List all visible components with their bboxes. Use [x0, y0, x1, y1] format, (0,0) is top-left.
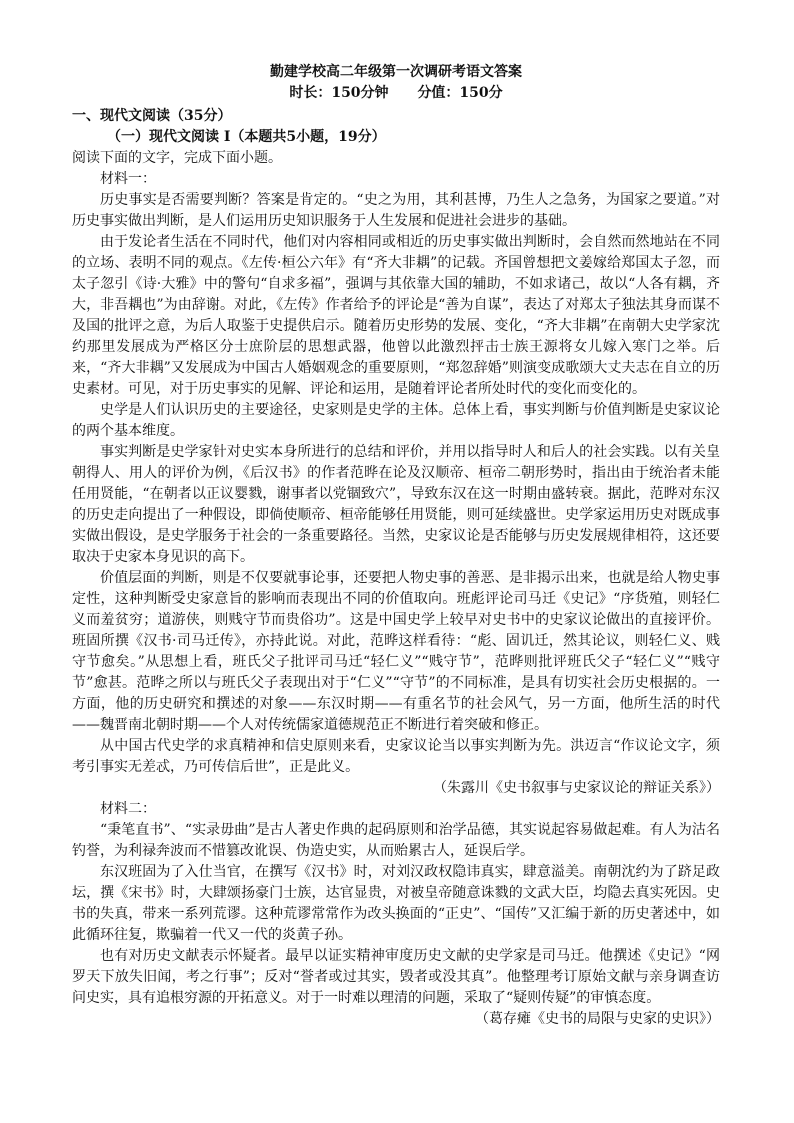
material1-paragraph: 历史事实是否需要判断？答案是肯定的。“史之为用，其利甚博，乃生人之急务，为国家之要道。”对历史事实做出判断，是人们运用历史知识服务于人生发展和促进社会进步的基础。 [72, 192, 720, 229]
material1-source: （朱露川《史书叙事与史家议论的辩证关系》） [433, 780, 720, 796]
instruction: 阅读下面的文字，完成下面小题。 [72, 150, 282, 166]
subsection-heading: （一）现代文阅读 I（本题共5小题，19分） [107, 129, 386, 145]
material1-paragraph: 由于发论者生活在不同时代，他们对内容相同或相近的历史事实做出判断时，会自然而然地站在不同的立场、表明不同的观点。《左传·桓公六年》有“齐大非耦”的记载。齐国曾想把文姜嫁给郑国太子忽，而太子忽引《诗·大雅》中的警句“自求多福”，强调与其依靠大国的辅助，不如求诸己，故以“人各有耦，齐大，非吾耦也”为由辞谢。对此，《左传》作者给予的评论是“善为自谋”，表达了对郑太子独法其身而谋不及国的批评之意，为后人取鉴于史提供启示。随着历史形势的发展、变化，“齐大非耦”在南朝大史学家沈约那里发展成为严格区分士庶阶层的思想武器，他曾以此激烈抨击士族王源将女儿嫁入寒门之举。后来，“齐大非耦”又发展成为中国古人婚姻观念的重要原则，“郑忽辞婚”则演变成歌颂大丈夫志在自立的历史素材。可见，对于历史事实的见解、评论和运用，是随着评论者所处时代的变化而变化的。 [72, 234, 720, 397]
material1-paragraph: 事实判断是史学家针对史实本身所进行的总结和评价，并用以指导时人和后人的社会实践。以有关皇朝得人、用人的评价为例，《后汉书》的作者范晔在论及汉顺帝、桓帝二朝形势时，指出由于统治者未能任用贤能，“在朝者以正议婴戮，谢事者以党锢致穴”，导致东汉在这一时期由盛转衰。据此，范晔对东汉的历史走向提出了一种假设，即倘使顺帝、桓帝能够任用贤能，则可延续盛世。史学家运用历史对既成事实做出假设，是史学服务于社会的一条重要路径。当然，史家议论是否能够与历史发展规律相符，这还要取决于史家本身见识的高下。 [72, 444, 720, 565]
material2-label: 材料二： [100, 801, 156, 817]
material2-paragraph: “秉笔直书”、“实录毋曲”是古人著史作典的起码原则和治学品德，其实说起容易做起难。有人为沽名钓誉，为利禄奔波而不惜篡改讹误、伪造史实，从而贻累古人，延误后学。 [72, 822, 720, 859]
exam-duration: 时长：150分钟 [289, 85, 389, 101]
material1-paragraph: 从中国古代史学的求真精神和信史原则来看，史家议论当以事实判断为先。洪迈言“作议论文字，须考引事实无差忒，乃可传信后世”，正是此义。 [72, 738, 720, 775]
material1-label: 材料一： [100, 171, 156, 187]
section-heading: 一、现代文阅读（35分） [72, 108, 232, 124]
exam-info [72, 83, 720, 104]
material2-source: （葛存瘫《史书的局限与史家的史识》） [475, 1011, 720, 1027]
exam-score: 分值：150分 [417, 85, 503, 101]
material2-paragraph: 也有对历史文献表示怀疑者。最早以证实精神审度历史文献的史学家是司马迁。他撰述《史记》“网罗天下放失旧闻，考之行事”；反对“誉者或过其实，毁者或没其真”。他整理考订原始文献与亲身调查访问史实，具有追根穷源的开拓意义。对于一时难以理清的问题，采取了“疑则传疑”的审慎态度。 [72, 948, 720, 1006]
document-page [72, 62, 720, 1030]
material1-paragraph: 史学是人们认识历史的主要途径，史家则是史学的主体。总体上看，事实判断与价值判断是史家议论的两个基本维度。 [72, 402, 720, 439]
material2-paragraph: 东汉班固为了入仕当官，在撰写《汉书》时，对刘汉政权隐讳真实，肆意溢美。南朝沈约为了跻足政坛，撰《宋书》时，大肆颂扬豪门士族，达官显贵，对被皇帝随意诛戮的文武大臣，均隐去真实死因。史书的失真，带来一系列荒谬。这种荒谬常常作为改头换面的“正史”、“国传”又汇编于新的历史著述中，如此循环往复，欺骗着一代又一代的炎黄子孙。 [72, 864, 720, 943]
material1-paragraph: 价值层面的判断，则是不仅要就事论事，还要把人物史事的善恶、是非揭示出来，也就是给人物史事定性，这种判断受史家意旨的影响而表现出不同的价值取向。班彪评论司马迁《史记》“序货殖，则轻仁义而羞贫穷；道游侠，则贱守节而贵俗功”。这是中国史学上较早对史书中的史家议论做出的直接评价。班固所撰《汉书·司马迁传》，亦持此说。对此，范晔这样看待：“彪、固讥迁，然其论议，则轻仁义、贱守节愈矣。”从思想上看，班氏父子批评司马迁“轻仁义”“贱守节”，范晔则批评班氏父子“轻仁义”“贱守节”愈甚。范晔之所以与班氏父子表现出对于“仁义”“守节”的不同标准，是具有切实社会历史根据的。一方面，他的历史研究和撰述的对象——东汉时期——有重名节的社会风气，另一方面，他所生活的时代——魏晋南北朝时期——个人对传统儒家道德规范正不断进行着突破和修正。 [72, 570, 720, 733]
exam-title: 勤建学校高二年级第一次调研考语文答案 [270, 64, 522, 80]
